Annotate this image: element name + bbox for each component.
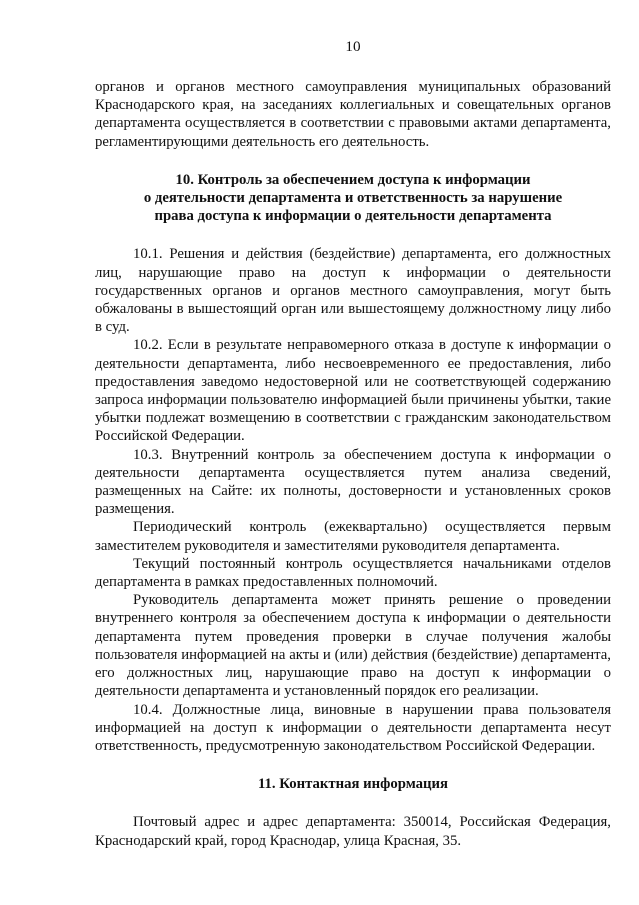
- section-11-heading: 11. Контактная информация: [257, 776, 449, 793]
- paragraph-10-4: 10.4. Должностные лица, виновные в нарушении права пользователя информацией на доступ к информации о деятельности департамента несут ответственность, предусмотренную законодательством Российской Федерации.: [95, 701, 611, 754]
- document-body: [95, 78, 611, 850]
- paragraph-head-decision: Руководитель департамента может принять решение о проведении внутреннего контроля за обеспечением доступа к информации о деятельности департамента путем проведения проверки в случае получения жалобы пользователя информацией на акты и (или) действия (бездействие) департамента, его должностных лиц, нарушающие право на доступ к информации о деятельности департамента и установленный порядок его реализации.: [95, 592, 611, 700]
- paragraph-10-3: 10.3. Внутренний контроль за обеспечением доступа к информации о деятельности департамента осуществляется путем анализа сведений, размещенных на Сайте: их полноты, достоверности и установленных сроков размещения.: [95, 446, 611, 518]
- paragraph-current-control: Текущий постоянный контроль осуществляется начальниками отделов департамента в рамках предоставленных полномочий.: [95, 555, 611, 591]
- paragraph-10-1: 10.1. Решения и действия (бездействие) департамента, его должностных лиц, нарушающие право на доступ к информации о деятельности государственных органов и органов местного самоуправления, могут быть обжалованы в вышестоящий орган или вышестоящему должностному лицу либо в суд.: [95, 246, 611, 336]
- section-10-heading-line: о деятельности департамента и ответственность за нарушение: [143, 190, 563, 207]
- section-10-heading-line: права доступа к информации о деятельности департамента: [154, 208, 552, 225]
- paragraph-periodic-control: Периодический контроль (ежеквартально) осуществляется первым заместителем руководителя и заместителями руководителя департамента.: [95, 519, 611, 554]
- section-10-heading: [95, 171, 611, 226]
- paragraph-10-2: 10.2. Если в результате неправомерного отказа в доступе к информации о деятельности департамента, либо несвоевременного ее предоставления, либо предоставления заведомо недостоверной или не соответствующей содержанию запроса информации пользователю информацией были причинены убытки, такие убытки подлежат возмещению в соответствии с гражданским законодательством Российской Федерации.: [95, 337, 611, 445]
- page-number: 10: [345, 38, 361, 55]
- section-10-heading-line: 10. Контроль за обеспечением доступа к информации: [175, 171, 531, 188]
- paragraph-postal-address: Почтовый адрес и адрес департамента: 350014, Российская Федерация, Краснодарский край, город Краснодар, улица Красная, 35.: [95, 814, 611, 849]
- intro-paragraph: органов и органов местного самоуправления муниципальных образований Краснодарского края, на заседаниях коллегиальных и совещательных органов департамента осуществляется в соответствии с правовыми актами департамента, регламентирующими деятельность его деятельность.: [95, 79, 611, 150]
